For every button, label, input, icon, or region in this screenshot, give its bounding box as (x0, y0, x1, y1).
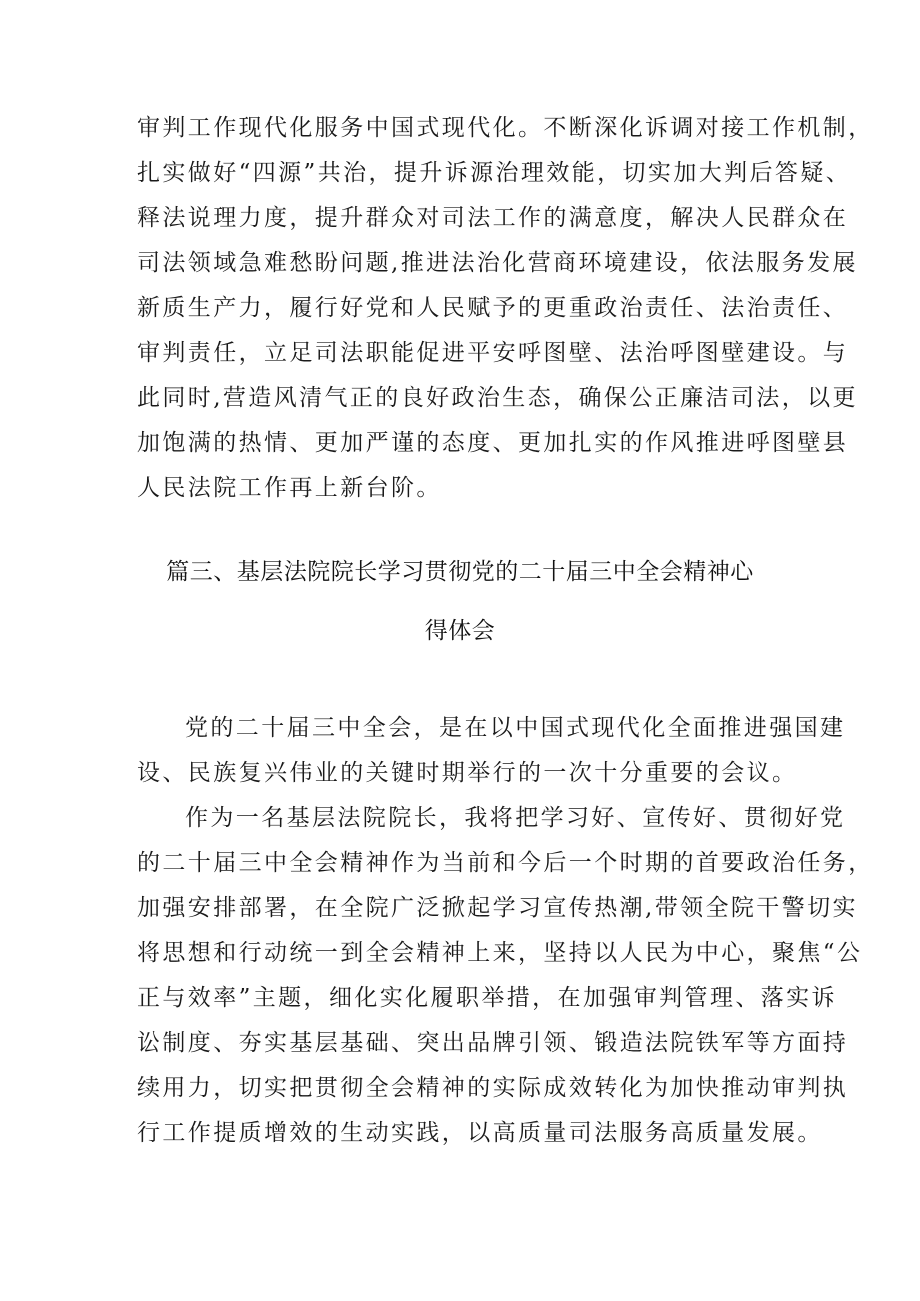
section-title-line-2: 得体会 (424, 618, 496, 644)
paragraph-line: 的二十届三中全会精神作为当前和今后一个时期的首要政治任务， (137, 850, 874, 876)
section-title-line-1: 篇三、基层法院院长学习贯彻党的二十届三中全会精神心 (166, 559, 754, 585)
paragraph-line: 作为一名基层法院院长，我将把学习好、宣传好、贯彻好党 (185, 805, 846, 831)
paragraph-line: 续用力，切实把贯彻全会精神的实际成效转化为加快推动审判执 (137, 1075, 849, 1101)
paragraph-line: 设、民族复兴伟业的关键时期举行的一次十分重要的会议。 (137, 760, 798, 786)
paragraph-line: 加饱满的热情、更加严谨的态度、更加扎实的作风推进呼图壁县 (137, 430, 849, 456)
paragraph-line: 司法领域急难愁盼问题,推进法治化营商环境建设，依法服务发展 (137, 250, 858, 276)
paragraph-line: 行工作提质增效的生动实践，以高质量司法服务高质量发展。 (137, 1120, 823, 1146)
paragraph-line: 党的二十届三中全会，是在以中国式现代化全面推进强国建 (185, 715, 846, 741)
paragraph-line: 讼制度、夯实基层基础、突出品牌引领、锻造法院铁军等方面持 (137, 1030, 849, 1056)
paragraph-line: 审判责任，立足司法职能促进平安呼图壁、法治呼图壁建设。与 (137, 340, 849, 366)
paragraph-line: 此同时,营造风清气正的良好政治生态，确保公正廉洁司法，以更 (137, 385, 858, 411)
paragraph-line: 审判工作现代化服务中国式现代化。不断深化诉调对接工作机制， (137, 115, 874, 141)
paragraph-line: 加强安排部署，在全院广泛掀起学习宣传热潮,带领全院干警切实 (137, 895, 858, 921)
paragraph-line: 释法说理力度，提升群众对司法工作的满意度，解决人民群众在 (137, 205, 849, 231)
paragraph-line: 扎实做好“四源”共治，提升诉源治理效能，切实加大判后答疑、 (137, 160, 852, 186)
paragraph-line: 人民法院工作再上新台阶。 (137, 475, 442, 501)
paragraph-line: 新质生产力，履行好党和人民赋予的更重政治责任、法治责任、 (137, 295, 849, 321)
paragraph-line: 将思想和行动统一到全会精神上来，坚持以人民为中心，聚焦“公 (137, 940, 863, 966)
paragraph-line: 正与效率”主题，细化实化履职举措，在加强审判管理、落实诉 (137, 985, 837, 1011)
